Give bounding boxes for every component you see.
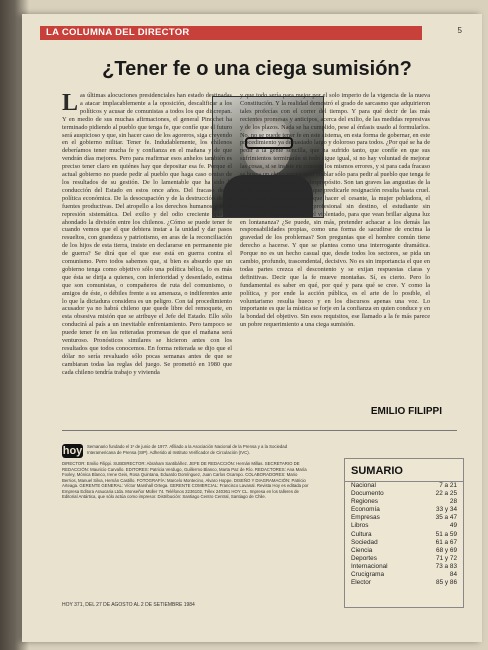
- sumario-row: [345, 482, 463, 490]
- sumario-label: Sociedad: [351, 538, 378, 546]
- sumario-row: [345, 547, 463, 555]
- sumario-label: Empresas: [351, 514, 380, 522]
- sumario-label: Nacional: [351, 482, 376, 489]
- sumario-row: [345, 522, 463, 530]
- sumario-row: [345, 579, 463, 587]
- article-column-1: [62, 92, 232, 377]
- sumario-pages: 84: [449, 571, 457, 579]
- sumario-label: Internacional: [351, 562, 388, 570]
- sumario-row: [345, 555, 463, 563]
- article-column-1-text: as últimas alocuciones presidenciales han estado destinadas a atacar implacablemente a la oposición, descalificar a los políticos y acusar de comunistas a todos los que discrepan. Y en medio de sus muchas afirmaciones, el general Pinochet ha terminado pidiendo al pueblo que tenga fe, que confíe que el futuro será auspicioso y que, sin hacer caso de los agoreros, siga creyendo en el gobierno militar. Tener fe. Indudablemente, los chilenos deberíamos tener mucha fe y confianza en el mañana y de que vendrán días mejores. Pero para reafirmar esos anhelos también es preciso tener claro en quiénes hay que depositar esa fe. Porque el actual gobierno no puede pedir al pueblo que haga caso omiso de los resultados de su gestión. De lo lamentable que ha sido la conducción del Estado en estos once años. Del fracaso de la política económica. De la desocupación y de la destrucción de las fuentes productivas. Del atropello a los derechos humanos y de la represión sistemática. Del exilio y del odio creciente que ha ahondado la división entre los chilenos. ¿Cómo se puede tener fe cuando vemos que el que debiera instar a la unidad y dar pasos resueltos, con grandeza y patriotismo, en aras de la reconciliación de los hijos de esta tierra, insiste en declararse en permanente pie de guerra? Se dirá que el que ese está en guerra contra el comunismo. Pero todos sabemos que, si bien es absurdo que un gobierno tenga como objetivo sólo una política bélica, lo es más que ésta se dirija a quienes, con inferioridad y desenfado, estima que son comunistas, o compañeros de ruta del comunismo, o amigos de éste, o débiles frente a su amenaza, o indiferentes ante lo que la dictadura considera es un peligro. Con tal procedimiento acusador ya no habrá chileno que quede libre del remoquete, en esta obsesiva misión que se atribuye el Jefe del Estado. Ello sólo conducirá al país a un inevitable enfrentamiento. Pero tampoco se puede tener fe en las reiteradas promesas de que el mañana será venturoso. Pronósticos similares se hicieron antes con los resultados que todos conocemos. En forma reiterada se dijo que el dólar no sería revaluado sólo pocas semanas antes de que se cambiaran todas las reglas del juego. Se prometió en 1980 que cada chileno tendría trabajo y vivienda: [62, 92, 232, 376]
- sumario-row: [345, 490, 463, 498]
- sumario-row: [345, 514, 463, 522]
- magazine-page: [22, 14, 482, 642]
- masthead: [62, 444, 312, 500]
- sumario-pages: 28: [449, 498, 457, 506]
- sumario-pages: 22 a 25: [435, 490, 457, 498]
- sumario-label: Regiones: [351, 498, 379, 506]
- sumario-label: Crucigrama: [351, 571, 385, 579]
- sumario-pages: 7 a 21: [439, 482, 457, 489]
- divider: [62, 430, 457, 431]
- sumario-pages: 61 a 67: [435, 538, 457, 546]
- sumario-label: Deportes: [351, 554, 377, 562]
- sumario-pages: 33 y 34: [436, 506, 457, 514]
- sumario-list: [345, 482, 463, 587]
- sumario-row: [345, 563, 463, 571]
- issue-footer: HOY 371, DEL 27 DE AGOSTO AL 2 DE SETIEMBRE 1984: [62, 602, 195, 608]
- sumario-title: SUMARIO: [345, 459, 463, 482]
- section-header: LA COLUMNA DEL DIRECTOR: [40, 26, 422, 40]
- masthead-staff: DIRECTOR: Emilio Filippi. SUBDIRECTOR: Abraham Santibáñez. JEFE DE REDACCIÓN: Hernán Millas. SECRETARIO DE REDACCIÓN: Mauricio Carvallo. EDITORES: Patricia Verdugo, Guillermo Blanco, Marta Paz de Río. REDACTORES: Ana María Foxley, Mónica Blanco, Irene Geis, Rosa Quintana, Eduardo Domínguez, Juan Carlos Ocampo. COLABORADORES: Mario Berrios, Manuel Silva, Hernán Castillo. FOTOGRAFÍA: Marcelo Montecino, Alvaro Hoppe. DISEÑO Y DIAGRAMACIÓN: Patricio Arteaga. GERENTE GENERAL: Víctor Marshall Ortega. GERENTE COMERCIAL: Francisco Lavanal. Revista Hoy es editada por Empresa Editora Araucaria Ltda. Monseñor Müller 74. Teléfonos 2236102, Télex 240361 HOY CL. Impresa en los talleres de Editorial Antártica, que sólo actúa como impresor. Distribución: Santiago Centro Central, Santiago de Chile.: [62, 461, 309, 499]
- author-signature: EMILIO FILIPPI: [370, 406, 442, 417]
- sumario-label: Economía: [351, 506, 380, 514]
- sumario-pages: 49: [449, 522, 457, 530]
- sumario-row: [345, 571, 463, 579]
- sumario-row: [345, 539, 463, 547]
- hoy-logo: hoy: [62, 445, 83, 457]
- sumario-pages: 51 a 59: [435, 530, 457, 538]
- sumario-pages: 85 y 86: [436, 579, 457, 587]
- sumario-label: Elector: [351, 579, 371, 587]
- sumario-pages: 35 a 47: [435, 514, 457, 522]
- sumario-pages: 73 a 83: [435, 562, 457, 570]
- sumario-row: [345, 531, 463, 539]
- sumario-box: [344, 458, 464, 608]
- sumario-label: Documento: [351, 490, 384, 498]
- sumario-row: [345, 506, 463, 514]
- article-title: ¿Tener fe o una ciega sumisión?: [102, 58, 412, 80]
- sumario-label: Libros: [351, 522, 369, 530]
- sumario-label: Cultura: [351, 530, 372, 538]
- drop-cap: L: [62, 90, 79, 116]
- sumario-pages: 68 y 69: [436, 546, 457, 554]
- sumario-pages: 71 y 72: [436, 554, 457, 562]
- sumario-row: [345, 498, 463, 506]
- sumario-label: Ciencia: [351, 546, 373, 554]
- article-column-2: y que todo sería para mejor por el solo imperio de la vigencia de la nueva Constitución. Y la realidad demostró el grado de sarcasmo que adquirieron tales profecías con el correr del tiempo. Y para qué decir de las más recientes promesas y anticipos, acerca del exilio, de las medidas represivas y de los plazos. Nada se ha cumplido, pese al énfasis usado al formularlos. No, no se puede tener fe en este sistema, en esta forma de gobernar, en este procedimiento ya demasiado largo y doloroso para todos. ¿Por qué se ha de pedir a la gente sencilla, que ha sufrido tanto, que confíe en que sus sufrimientos terminarán si todo sigue igual, si no hay voluntad de mejorar las cosas, si se insiste en conocer los mismos errores, y si para cada fracaso se busca un chivo expiatorio? Hablar sólo para pedir al pueblo que tenga fe es, por decir lo menos, un despropósito. Son tan graves las angustias de la gente, es tanto lo que sufre, que predicarle resignación resulta hasta cruel. ¿Qué más sacrificio tienen que hacer el cesante, la mujer pobladora, el trabajador postergado, el profesional sin destino, el estudiante sin horizontes, el perseguido y el violentado, para que vean brillar alguna luz en lontananza? ¿Se puede, sin más, pretender achacar a los demás las responsabilidades propias, como una forma de sacudirse de encima la gravedad de los problemas? Son preguntas que el hombre común tiene derecho a hacerse. Y que se plantea como una interrogante dramática. Porque no es un hecho casual que, desde todos los sectores, se pida un cambio, profundo, trascendental, decisivo. No es sin importancia el que en todas partes crezca el descontento y se exijan respuestas claras y definitivas. Decir que la fe mueve montañas. Sí, es cierto. Pero lo fundamental es saber en qué, por qué y para qué se cree. Y como la política, y por ende la acción pública, es el arte de lo posible, el voluntarismo resulta hueco y en los discursos apenas una voz. Lo importante es que la mística se forje en la confianza en quien conduce y en la bondad del objetivo. Sin esos requisitos, ese llamado a la fe más parece un pobre requerimiento a una ciega sumisión.: [240, 92, 430, 329]
- page-number: 5: [457, 26, 462, 35]
- masthead-intro: Semanario fundado el 1º de junio de 1977. Afiliado a la Asociación Nacional de la Prensa y a la Sociedad Interamericana de Prensa (SIP). Adherido al Instituto Verificador de Circulación (IVC).: [87, 444, 288, 455]
